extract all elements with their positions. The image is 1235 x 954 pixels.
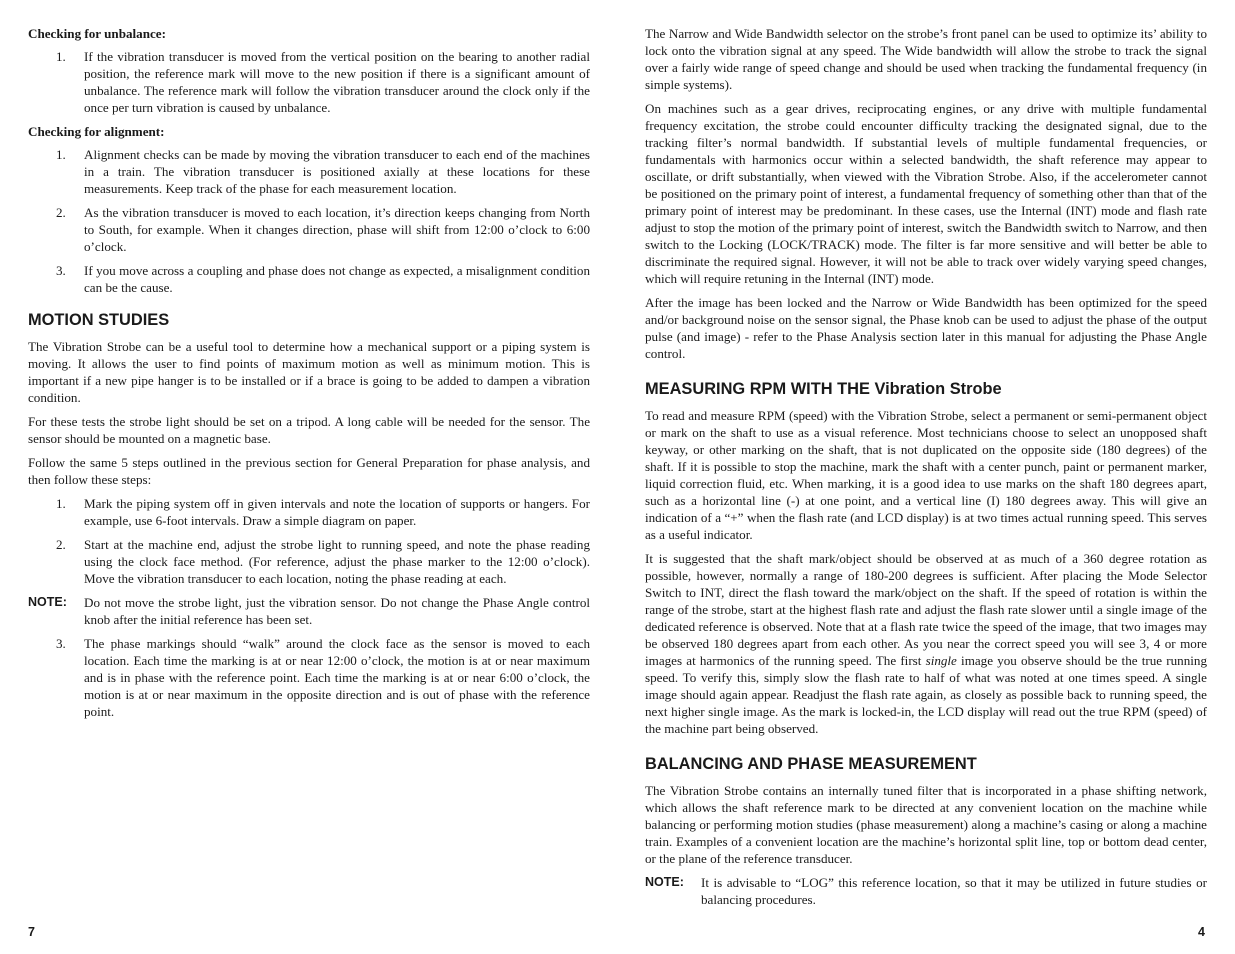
rpm-heading: MEASURING RPM WITH THE Vibration Strobe (645, 380, 1002, 398)
rpm-paragraph-2-part-b: image you observe should be the true running speed. To verify this, simply slow the flash rate to half of what was noted at one times speed. A single image should again appear. Readjust the flash rate again, as closely as possible back to running speed, the next higher single image. As the mark is locked-in, the LCD display will read out the true RPM (speed) of the machine part being observed. (645, 653, 1207, 736)
emphasis-single: single (925, 653, 957, 668)
list-item (28, 536, 590, 587)
motion-paragraph-2: For these tests the strobe light should be set on a tripod. A long cable will be needed for the sensor. The sensor should be mounted on a magnetic base. (28, 414, 590, 446)
list-item (28, 204, 590, 255)
list-item (28, 262, 590, 296)
item-number: 3. (56, 636, 66, 651)
alignment-heading: Checking for alignment: (28, 124, 165, 139)
item-number: 1. (56, 496, 66, 511)
gear-drives-paragraph: On machines such as a gear drives, reciprocating engines, or any drive with multiple fundamental frequency excitation, the strobe could encounter difficulty tracking the designated signal, due to the tracking filter’s normal bandwidth. If substantial levels of multiple fundamental frequencies, or fundamentals with harmonics occur within a selected bandwidth, the shaft reference may appear to oscillate, or drift substantially, when viewed with the Vibration Strobe. Also, if the accelerometer cannot be positioned on the primary point of interest, a fundamental frequency of something other than that of the primary point of interest may be predominant. In these cases, use the Internal (INT) mode and flash rate adjust to stop the motion of the primary point of interest, switch the Bandwidth switch to Narrow, and then switch to the Locking (LOCK/TRACK) mode. The filter is far more sensitive and will better be able to discriminate the required signal. However, it will not be able to track over widely varying speed changes, which will require retuning in the Internal (INT) mode. (645, 101, 1207, 286)
left-page (28, 25, 590, 727)
motion-paragraph-1: The Vibration Strobe can be a useful tool to determine how a mechanical support or a piping system is moving. It allows the user to find points of maximum motion as well as minimum motion. This is important if a new pipe hanger is to be installed or if a brace is going to be added to dampen a vibration condition. (28, 339, 590, 405)
item-number: 3. (56, 263, 66, 278)
rpm-paragraph-2-part-a: It is suggested that the shaft mark/object should be observed at as much of a 360 degree rotation as possible, however, normally a range of 180-200 degrees is sufficient. After placing the Mode Selector Switch to INT, direct the flash toward the mark/object on the shaft. If the speed of rotation is within the range of the strobe, start at the highest flash rate and adjust the flash rate slower until a single image of the dedicated reference is observed. Note that at a flash rate twice the speed of the image, that two images may be observed 180 degrees apart from each other. As you near the correct speed you will see 3, 4 or more images at harmonics of the running speed. The first (645, 551, 1207, 668)
phase-knob-paragraph: After the image has been locked and the Narrow or Wide Bandwidth has been optimized for the speed and/or background noise on the sensor signal, the Phase knob can be used to adjust the phase of the output pulse (and image) - refer to the Phase Analysis section later in this manual for adjusting the Phase Angle control. (645, 295, 1207, 361)
item-number: 2. (56, 537, 66, 552)
balancing-heading: BALANCING AND PHASE MEASUREMENT (645, 755, 977, 773)
bandwidth-paragraph: The Narrow and Wide Bandwidth selector on the strobe’s front panel can be used to optimize its’ ability to lock onto the vibration signal at any speed. The Wide bandwidth will allow the strobe to track the signal over a fairly wide range of speed change and should be used when tracking the fundamental frequency (in simple systems). (645, 26, 1207, 92)
right-page (645, 25, 1207, 915)
list-item (28, 146, 590, 197)
note-text: It is advisable to “LOG” this reference location, so that it may be utilized in future studies or balancing procedures. (701, 875, 1207, 907)
rpm-paragraph-2 (645, 550, 1207, 737)
rpm-paragraph-1: To read and measure RPM (speed) with the Vibration Strobe, select a permanent or semi-permanent object or mark on the shaft to use as a visual reference. Most technicians choose to select an unopposed shaft keyway, or other marking on the shaft, that is not duplicated on the opposite side (180 degrees) of the shaft. If it is possible to stop the machine, mark the shaft with a center punch, paint or permanent marker, liquid correction fluid, etc. When marking, it is a good idea to use marks on the shaft 180 degrees apart, such as a horizontal line (-) at one point, and a vertical line (I) 180 degrees away. This will give an indication of a “+” when the flash rate (and LCD display) is at two times actual running speed. This serves as a useful indicator. (645, 408, 1207, 542)
note-label: NOTE: (645, 875, 684, 889)
item-text: The phase markings should “walk” around the clock face as the sensor is moved to each location. Each time the marking is at or near 12:00 o’clock, the motion is at or near maximum and is in phase with the reference point. Each time the marking is at or near 6:00 o’clock, the motion is at or near maximum in the opposite direction and is out of phase with the reference point. (84, 636, 590, 719)
list-item (28, 635, 590, 720)
item-text: Start at the machine end, adjust the strobe light to running speed, and note the phase reading using the clock face method. (For reference, adjust the phase marker to the 12:00 o’clock). Move the vibration transducer to each location, noting the phase reading at each. (84, 537, 590, 586)
unbalance-heading: Checking for unbalance: (28, 26, 166, 41)
motion-list (28, 495, 590, 587)
unbalance-list (28, 48, 590, 116)
item-text: As the vibration transducer is moved to each location, it’s direction keeps changing from North to South, for example. When it changes direction, phase will shift from 12:00 o’clock to 6:00 o’clock. (84, 205, 590, 254)
page-number-right: 4 (1198, 925, 1205, 939)
note-text: Do not move the strobe light, just the vibration sensor. Do not change the Phase Angle control knob after the initial reference has been set. (84, 595, 590, 627)
page-number-left: 7 (28, 925, 35, 939)
item-text: If you move across a coupling and phase does not change as expected, a misalignment condition can be the cause. (84, 263, 590, 295)
list-item (28, 495, 590, 529)
item-text: Alignment checks can be made by moving the vibration transducer to each end of the machines in a train. The vibration transducer is positioned axially at these locations for these measurements. Keep track of the phase for each measurement location. (84, 147, 590, 196)
list-item (28, 48, 590, 116)
note-block (645, 874, 1207, 908)
item-number: 1. (56, 147, 66, 162)
note-label: NOTE: (28, 595, 67, 609)
motion-studies-heading: MOTION STUDIES (28, 311, 170, 329)
balancing-paragraph: The Vibration Strobe contains an internally tuned filter that is incorporated in a phase shifting network, which allows the shaft reference mark to be directed at any convenient location on the machine while balancing or performing motion studies (phase measurement) along a machine’s casing or along a machine train. Examples of a convenient location are the machine’s horizontal split line, top or bottom dead center, or the plane of the reference transducer. (645, 783, 1207, 866)
note-block (28, 594, 590, 628)
item-number: 1. (56, 49, 66, 64)
item-number: 2. (56, 205, 66, 220)
item-text: Mark the piping system off in given intervals and note the location of supports or hangers. For example, use 6-foot intervals. Draw a simple diagram on paper. (84, 496, 590, 528)
alignment-list (28, 146, 590, 296)
motion-paragraph-3: Follow the same 5 steps outlined in the previous section for General Preparation for phase analysis, and then follow these steps: (28, 455, 590, 487)
item-text: If the vibration transducer is moved from the vertical position on the bearing to another radial position, the reference mark will move to the new position if there is a significant amount of unbalance. The reference mark will follow the vibration transducer around the clock only if the once per turn vibration is caused by unbalance. (84, 49, 590, 115)
